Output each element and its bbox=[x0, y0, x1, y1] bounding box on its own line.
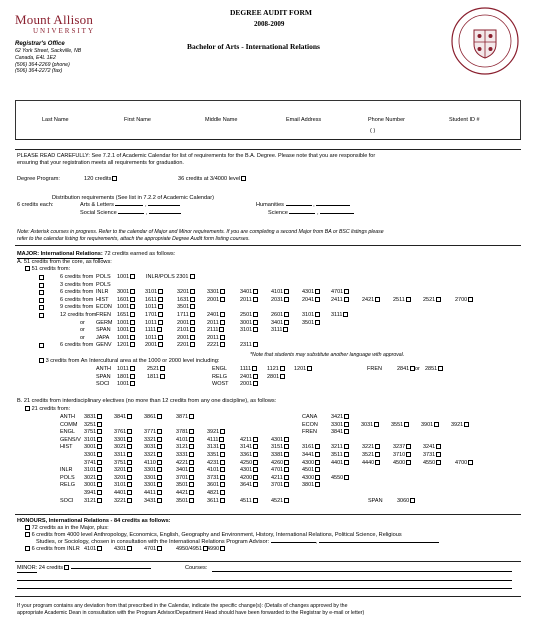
course-checkbox[interactable]: 1601 bbox=[117, 297, 135, 304]
course-checkbox[interactable]: 1801 bbox=[117, 374, 135, 381]
subject-code: ANTH bbox=[60, 414, 75, 420]
minor-courses-label: Courses: bbox=[185, 565, 208, 571]
course-checkbox[interactable]: 3381 bbox=[271, 452, 289, 459]
course-checkbox[interactable]: 3361 bbox=[240, 452, 258, 459]
subject-code: COMM bbox=[60, 421, 78, 428]
course-checkbox[interactable]: 4440 bbox=[362, 460, 380, 467]
course-checkbox[interactable]: 4300 bbox=[302, 475, 320, 482]
course-checkbox[interactable]: 2421 bbox=[362, 297, 380, 304]
credits-label: or bbox=[80, 319, 85, 326]
field-label: Phone Number bbox=[368, 117, 405, 123]
course-checkbox[interactable]: 3781 bbox=[176, 429, 194, 436]
form-year: 2008-2009 bbox=[254, 20, 285, 28]
course-checkbox[interactable]: 3321 bbox=[144, 437, 162, 444]
subject-code: INLR bbox=[60, 467, 73, 474]
course-checkbox[interactable]: 2011 bbox=[207, 335, 225, 342]
course-checkbox[interactable]: 3121 bbox=[84, 498, 102, 505]
course-checkbox[interactable]: 3031 bbox=[361, 422, 379, 429]
subject-code: HIST bbox=[60, 444, 73, 451]
course-checkbox[interactable]: 3101 bbox=[84, 437, 102, 444]
course-checkbox[interactable]: 1201 bbox=[294, 366, 312, 373]
course-checkbox[interactable]: 2001 bbox=[177, 335, 195, 342]
course-checkbox[interactable]: 4301 bbox=[114, 546, 132, 553]
course-checkbox[interactable]: 4511 bbox=[240, 498, 258, 505]
course-checkbox[interactable]: 3731 bbox=[207, 475, 225, 482]
subject-code: RELG bbox=[60, 482, 75, 489]
course-checkbox[interactable]: 3401 bbox=[271, 320, 289, 327]
row-checkbox[interactable] bbox=[39, 305, 44, 310]
course-checkbox[interactable]: 4301 bbox=[302, 289, 320, 296]
course-checkbox[interactable]: 4101 bbox=[84, 546, 102, 553]
section-b-title: B. 21 credits from interdisciplinary electives (no more than 12 credits from any one discipline), as follows: bbox=[17, 398, 277, 404]
course-checkbox[interactable]: 4501 bbox=[302, 467, 320, 474]
language-note: *Note that students may substitute another language with approval. bbox=[250, 352, 405, 358]
row-checkbox[interactable] bbox=[39, 298, 44, 303]
credits-label: 9 credits from bbox=[60, 304, 94, 311]
course-checkbox[interactable]: 2031 bbox=[271, 297, 289, 304]
course-checkbox[interactable]: 3401 bbox=[176, 467, 194, 474]
course-checkbox[interactable]: 3641 bbox=[240, 482, 258, 489]
course-checkbox[interactable]: 4111 bbox=[207, 437, 224, 444]
course-checkbox[interactable]: 3601 bbox=[207, 482, 225, 489]
honours-line3: Studies, or Sociology, chosen in consultation with the International Relations Program Advisor: , bbox=[36, 539, 439, 546]
course-checkbox[interactable]: 2501 bbox=[240, 312, 258, 319]
course-checkbox[interactable]: 3701 bbox=[271, 482, 289, 489]
minor-row: MINOR: 24 credits bbox=[17, 565, 151, 573]
course-checkbox[interactable]: 1111 bbox=[145, 327, 162, 334]
student-info-table bbox=[15, 100, 521, 140]
course-checkbox[interactable]: 3741 bbox=[84, 460, 102, 467]
course-checkbox[interactable]: 3311 bbox=[114, 452, 132, 459]
course-checkbox[interactable]: 2841 bbox=[397, 366, 415, 373]
course-checkbox[interactable]: 4221 bbox=[176, 460, 194, 467]
office-title: Registrar's Office bbox=[15, 41, 65, 47]
course-checkbox[interactable]: 4110 bbox=[144, 460, 162, 467]
course-checkbox[interactable]: 3921 bbox=[207, 429, 225, 436]
course-checkbox[interactable]: 4301 bbox=[240, 467, 258, 474]
course-checkbox[interactable]: 1001 bbox=[117, 327, 135, 334]
course-checkbox[interactable]: 3151 bbox=[271, 444, 289, 451]
course-checkbox[interactable]: 4401 bbox=[331, 460, 349, 467]
course-checkbox[interactable]: 3141 bbox=[240, 444, 258, 451]
course-checkbox[interactable]: 3511 bbox=[331, 452, 349, 459]
course-checkbox[interactable]: 4260 bbox=[271, 460, 289, 467]
course-checkbox[interactable]: 4701 bbox=[144, 546, 162, 553]
course-checkbox[interactable]: 4101 bbox=[176, 437, 194, 444]
subject-code: POLS bbox=[96, 274, 111, 280]
subject-code: ANTH bbox=[96, 366, 111, 372]
field-label: First Name bbox=[124, 117, 151, 123]
course-checkbox[interactable]: 2041 bbox=[302, 297, 320, 304]
subject-code: GENS/V bbox=[60, 436, 81, 443]
course-checkbox[interactable]: 3521 bbox=[362, 452, 380, 459]
course-checkbox[interactable]: 1001 bbox=[117, 320, 135, 327]
course-checkbox[interactable]: 1711 bbox=[177, 312, 195, 319]
course-checkbox[interactable]: 4550 bbox=[331, 475, 349, 482]
row-checkbox[interactable] bbox=[39, 275, 44, 280]
course-checkbox[interactable]: INLR/POLS 2301 bbox=[146, 274, 195, 281]
course-checkbox[interactable]: 3001 bbox=[84, 444, 102, 451]
course-checkbox[interactable]: 2521 bbox=[147, 366, 165, 373]
course-checkbox[interactable]: 3831 bbox=[84, 414, 102, 421]
course-checkbox[interactable]: 4411 bbox=[144, 490, 162, 497]
course-checkbox[interactable]: 4421 bbox=[176, 490, 194, 497]
honours-line4: 6 credits from INLR bbox=[24, 546, 80, 553]
course-checkbox[interactable]: 1001 bbox=[117, 381, 135, 388]
field-label: Middle Name bbox=[205, 117, 238, 123]
course-checkbox[interactable]: 3710 bbox=[393, 452, 411, 459]
course-checkbox[interactable]: 3111 bbox=[271, 327, 288, 334]
course-checkbox[interactable]: 3501 bbox=[177, 304, 195, 311]
course-checkbox[interactable]: 3331 bbox=[176, 452, 194, 459]
course-checkbox[interactable]: 1011 bbox=[145, 335, 163, 342]
course-checkbox[interactable]: 1011 bbox=[117, 366, 135, 373]
course-checkbox[interactable]: 4231 bbox=[207, 460, 225, 467]
course-checkbox[interactable]: 3211 bbox=[331, 444, 349, 451]
course-checkbox[interactable]: 3021 bbox=[114, 444, 132, 451]
course-checkbox[interactable]: 2201 bbox=[177, 342, 195, 349]
course-checkbox[interactable]: 3501 bbox=[302, 320, 320, 327]
course-checkbox[interactable]: 3501 bbox=[176, 498, 194, 505]
credits-label: 12 credits from bbox=[60, 312, 97, 318]
course-checkbox[interactable]: 2411 bbox=[331, 297, 349, 304]
course-checkbox[interactable]: 3301 bbox=[114, 437, 132, 444]
course-checkbox[interactable]: 3301 bbox=[207, 289, 225, 296]
course-checkbox[interactable]: 4301 bbox=[271, 437, 289, 444]
course-checkbox[interactable]: 4200 bbox=[240, 475, 258, 482]
distribution-each: 6 credits each: bbox=[17, 202, 54, 208]
course-checkbox[interactable]: 1811 bbox=[147, 374, 165, 381]
course-checkbox[interactable]: 3871 bbox=[176, 414, 194, 421]
course-checkbox[interactable]: 4701 bbox=[331, 289, 349, 296]
course-checkbox[interactable]: 3111 bbox=[331, 312, 348, 319]
course-checkbox[interactable]: 2801 bbox=[267, 374, 285, 381]
course-checkbox[interactable]: 1121 bbox=[267, 366, 285, 373]
course-checkbox[interactable]: 3611 bbox=[207, 498, 225, 505]
course-checkbox[interactable]: 1631 bbox=[177, 297, 195, 304]
course-checkbox[interactable]: 3221 bbox=[362, 444, 380, 451]
course-checkbox[interactable]: 3841 bbox=[331, 429, 349, 436]
course-checkbox[interactable]: 1111 bbox=[240, 366, 257, 373]
course-checkbox[interactable]: 4101 bbox=[271, 289, 289, 296]
upper-level-credits: 36 credits at 3/4000 level bbox=[178, 176, 246, 183]
course-checkbox[interactable]: 4300 bbox=[302, 460, 320, 467]
course-checkbox[interactable]: 3701 bbox=[176, 475, 194, 482]
note: Note: Asterisk courses in progress. Refer to the calendar of Major and Minor requirements. If you are completing a second Major from BA or BSC listings please refer to the calendar listing for requirements, attach the appropriate Degree Audit form listing courses. bbox=[17, 229, 384, 242]
course-checkbox[interactable]: 2001 bbox=[145, 342, 163, 349]
course-checkbox[interactable]: 1611 bbox=[145, 297, 163, 304]
course-checkbox[interactable]: 3021 bbox=[84, 475, 102, 482]
subject-code: POLS bbox=[60, 474, 75, 481]
course-checkbox[interactable]: 1701 bbox=[145, 312, 163, 319]
course-checkbox[interactable]: 3351 bbox=[207, 452, 225, 459]
subject-code: SOCI bbox=[60, 497, 74, 504]
office-address: 62 York Street, Sackville, NB Canada, E4L 1E2 (506) 364-2269 (phone) (506) 364-2272 (fax) bbox=[15, 48, 82, 75]
subject-code: SPAN bbox=[96, 327, 111, 334]
course-checkbox[interactable]: 4211 bbox=[271, 475, 289, 482]
course-checkbox[interactable]: 3401 bbox=[240, 289, 258, 296]
course-checkbox[interactable]: 2601 bbox=[271, 312, 289, 319]
field-label: Email Address bbox=[286, 117, 322, 123]
course-checkbox[interactable]: 3751 bbox=[84, 429, 102, 436]
course-checkbox[interactable]: 2511 bbox=[393, 297, 411, 304]
course-checkbox[interactable]: 2221 bbox=[207, 342, 225, 349]
subject-code: RELG bbox=[212, 373, 227, 380]
course-checkbox[interactable]: 4211 bbox=[240, 437, 258, 444]
course-checkbox[interactable]: 2011 bbox=[240, 297, 258, 304]
please-read: PLEASE READ CAREFULLY: See 7.2.1 of Academic Calendar for list of requirements for the B.A. Degree. Please note that you are responsible for ensuring that your registration meets all requirements for graduation. bbox=[17, 153, 376, 166]
course-checkbox[interactable]: 3001 bbox=[117, 289, 135, 296]
credits-label: 6 credits from bbox=[60, 342, 94, 349]
course-checkbox[interactable]: 2851 bbox=[425, 366, 443, 373]
course-checkbox[interactable]: 3301 bbox=[144, 475, 162, 482]
course-checkbox[interactable]: 1001 bbox=[117, 335, 135, 342]
course-checkbox[interactable]: 4500 bbox=[393, 460, 411, 467]
honours-line1: 72 credits as in the Major, plus: bbox=[24, 525, 109, 532]
credits-label: 6 credits from bbox=[60, 296, 94, 303]
deviation-footer: If your program contains any deviation from that prescribed in the Calendar, indicate the specific change(s): (Details of changes approved by the appropriate Academic Dean in consultation with the Program Advisor/Department Head should have been forwarded to the Registrar by e-mail or letter) bbox=[17, 603, 365, 616]
course-checkbox[interactable]: 3441 bbox=[302, 452, 320, 459]
course-checkbox[interactable]: 3001 bbox=[84, 482, 102, 489]
honours-line2: 6 credits from 4000 level Anthropology, Economics, English, Geography and Environment, History, International Relations, Political Science, Religious bbox=[24, 532, 402, 539]
course-checkbox[interactable]: 3501 bbox=[176, 482, 194, 489]
course-checkbox[interactable]: 4101 bbox=[207, 467, 225, 474]
course-checkbox[interactable]: 1011 bbox=[145, 320, 163, 327]
course-checkbox[interactable]: 4701 bbox=[271, 467, 289, 474]
course-checkbox[interactable]: 4550 bbox=[423, 460, 441, 467]
course-checkbox[interactable]: 2001 bbox=[177, 320, 195, 327]
subject-code: FREN bbox=[367, 366, 382, 372]
subject-code: POLS bbox=[96, 281, 111, 288]
course-checkbox[interactable]: 1011 bbox=[145, 304, 163, 311]
subject-code: FREN bbox=[302, 429, 317, 436]
subject-code: CANA bbox=[302, 414, 318, 420]
course-checkbox[interactable]: 4250 bbox=[240, 460, 258, 467]
distribution-title: Distribution requirements (See list in 7.2.2 of Academic Calendar) bbox=[52, 195, 214, 201]
course-checkbox[interactable]: 2101 bbox=[177, 327, 195, 334]
phone-area-code[interactable]: ( ) bbox=[370, 128, 376, 134]
course-checkbox[interactable]: 3761 bbox=[114, 429, 132, 436]
course-checkbox[interactable]: 3060 bbox=[397, 498, 415, 505]
course-checkbox[interactable]: 3841 bbox=[114, 414, 132, 421]
humanities: Humanities , bbox=[256, 202, 350, 209]
course-checkbox[interactable]: 3941 bbox=[84, 490, 102, 497]
course-checkbox[interactable]: 3101 bbox=[114, 482, 132, 489]
course-checkbox[interactable]: 2311 bbox=[240, 342, 258, 349]
course-checkbox[interactable]: 3121 bbox=[176, 444, 194, 451]
course-checkbox[interactable]: 4521 bbox=[271, 498, 289, 505]
course-checkbox[interactable]: 2401 bbox=[207, 312, 225, 319]
subject-code: HIST bbox=[96, 296, 109, 303]
degree-program-credits: 120 credits bbox=[84, 176, 117, 183]
subject-code: SPAN bbox=[96, 373, 111, 380]
credits-label: or bbox=[80, 327, 85, 334]
subject-code: SPAN bbox=[368, 497, 383, 504]
course-checkbox[interactable]: 2111 bbox=[207, 327, 224, 334]
course-checkbox[interactable]: 3241 bbox=[423, 444, 441, 451]
course-checkbox[interactable]: 1201 bbox=[117, 342, 135, 349]
course-checkbox[interactable]: 3731 bbox=[423, 452, 441, 459]
course-checkbox[interactable]: 3751 bbox=[114, 460, 132, 467]
course-checkbox[interactable]: 3861 bbox=[144, 414, 162, 421]
course-checkbox[interactable]: 2521 bbox=[423, 297, 441, 304]
course-checkbox[interactable]: 1001 bbox=[117, 274, 135, 281]
course-checkbox[interactable]: 2001 bbox=[207, 297, 225, 304]
subject-code: ENGL bbox=[60, 429, 75, 436]
course-checkbox[interactable]: 3161 bbox=[302, 444, 320, 451]
course-checkbox[interactable]: 3101 bbox=[84, 467, 102, 474]
course-checkbox[interactable]: 3237 bbox=[393, 444, 411, 451]
course-checkbox[interactable]: 2401 bbox=[240, 374, 258, 381]
course-checkbox[interactable]: 4821 bbox=[207, 490, 225, 497]
course-checkbox[interactable]: 4950/4951 bbox=[176, 546, 208, 553]
course-checkbox[interactable]: 3901 bbox=[421, 422, 439, 429]
or-label: or bbox=[415, 366, 420, 372]
row-checkbox[interactable] bbox=[39, 283, 44, 288]
section-a-title: A. 51 credits from the core, as follows: bbox=[17, 259, 112, 265]
subject-code: SOCI bbox=[96, 381, 110, 388]
course-checkbox[interactable]: 3921 bbox=[451, 422, 469, 429]
course-checkbox[interactable]: 1651 bbox=[117, 312, 135, 319]
degree-name: Bachelor of Arts - International Relations bbox=[187, 42, 320, 51]
credits-label: 6 credits from bbox=[60, 274, 94, 280]
course-checkbox[interactable]: 3801 bbox=[302, 482, 320, 489]
course-checkbox[interactable]: 3431 bbox=[144, 498, 162, 505]
credits-label: 3 credits from bbox=[60, 281, 94, 288]
course-checkbox[interactable]: 3001 bbox=[240, 320, 258, 327]
row-checkbox[interactable] bbox=[39, 313, 44, 318]
subject-code: INLR bbox=[96, 289, 109, 296]
course-checkbox[interactable]: 4990 bbox=[207, 546, 225, 553]
subject-code: ENGL bbox=[212, 366, 227, 372]
course-checkbox[interactable]: 3201 bbox=[177, 289, 195, 296]
logo-sub: UNIVERSITY bbox=[33, 27, 95, 35]
course-checkbox[interactable]: 4401 bbox=[114, 490, 132, 497]
course-checkbox[interactable]: 3031 bbox=[144, 444, 162, 451]
course-checkbox[interactable]: 3201 bbox=[114, 475, 132, 482]
subject-code: GERM bbox=[96, 319, 113, 326]
section-a-sub: 51 credits from: bbox=[24, 266, 70, 273]
course-checkbox[interactable]: 3301 bbox=[331, 422, 349, 429]
subject-code: ECON bbox=[302, 421, 318, 428]
course-checkbox[interactable]: 3101 bbox=[145, 289, 163, 296]
course-checkbox[interactable]: 3251 bbox=[84, 422, 102, 429]
course-checkbox[interactable]: 4700 bbox=[455, 460, 473, 467]
course-checkbox[interactable]: 3301 bbox=[144, 482, 162, 489]
course-checkbox[interactable]: 3101 bbox=[302, 312, 320, 319]
field-label: Student ID # bbox=[449, 117, 480, 123]
course-checkbox[interactable]: 3101 bbox=[240, 327, 258, 334]
social-science: Social Science , bbox=[80, 210, 181, 217]
course-checkbox[interactable]: 2001 bbox=[240, 381, 258, 388]
course-checkbox[interactable]: 1001 bbox=[117, 304, 135, 311]
section-b-sub: 21 credits from: bbox=[24, 406, 70, 413]
subject-code: FREN bbox=[96, 312, 111, 318]
subject-code: JAPA bbox=[96, 334, 110, 341]
course-checkbox[interactable]: 3421 bbox=[331, 414, 349, 421]
course-checkbox[interactable]: 3221 bbox=[114, 498, 132, 505]
course-checkbox[interactable]: 3301 bbox=[144, 467, 162, 474]
subject-code: ECON bbox=[96, 304, 112, 311]
course-checkbox[interactable]: 3131 bbox=[207, 444, 225, 451]
arts-letters: Arts & Letters , bbox=[80, 202, 180, 209]
course-checkbox[interactable]: 2700 bbox=[455, 297, 473, 304]
credits-label: 6 credits from bbox=[60, 289, 94, 296]
university-seal-icon bbox=[450, 6, 520, 76]
course-checkbox[interactable]: 3301 bbox=[84, 452, 102, 459]
field-label: Last Name bbox=[42, 117, 69, 123]
honours-title: HONOURS, International Relations - 84 credits as follows: bbox=[17, 518, 171, 524]
row-checkbox[interactable] bbox=[39, 290, 44, 295]
course-checkbox[interactable]: 2011 bbox=[207, 320, 225, 327]
course-checkbox[interactable]: 3201 bbox=[114, 467, 132, 474]
row-checkbox[interactable] bbox=[39, 343, 44, 348]
degree-program-label: Degree Program: bbox=[17, 176, 60, 182]
subject-code: WOST bbox=[212, 381, 229, 388]
course-checkbox[interactable]: 3551 bbox=[391, 422, 409, 429]
major-heading: MAJOR: International Relations: 72 credits earned as follows: bbox=[17, 251, 176, 257]
logo-name: Mount Allison bbox=[15, 12, 94, 27]
course-checkbox[interactable]: 3321 bbox=[144, 452, 162, 459]
credits-label: or bbox=[80, 334, 85, 341]
science: Science , bbox=[268, 210, 354, 217]
intercultural-row: 3 credits from An Intercultural area at the 1000 or 2000 level including: bbox=[38, 358, 219, 365]
subject-code: GENV bbox=[96, 342, 112, 349]
form-title: DEGREE AUDIT FORM bbox=[230, 8, 312, 17]
course-checkbox[interactable]: 3771 bbox=[144, 429, 162, 436]
